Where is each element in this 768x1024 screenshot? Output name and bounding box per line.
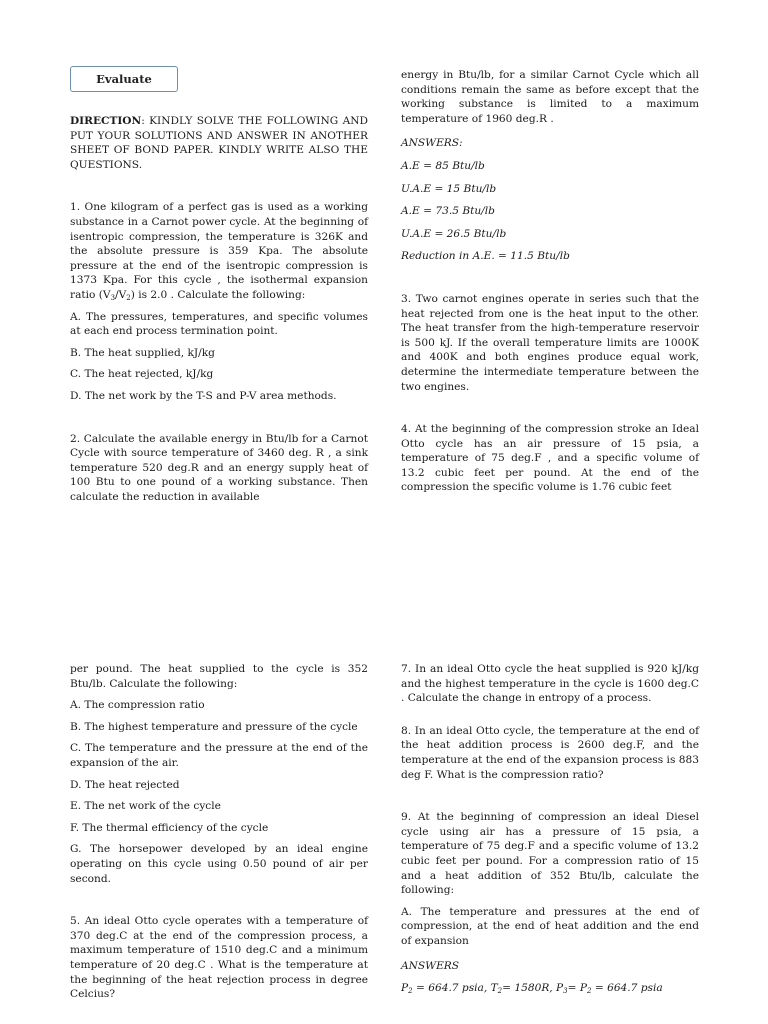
problem-2-continued: energy in Btu/lb, for a similar Carnot Cycle which all conditions remain the same as before except that the working substance is limited to a maximum temperature of 1960 deg.R . (401, 69, 699, 125)
problem-2-answer-3: A.E = 73.5 Btu/lb (401, 205, 495, 218)
problem-1-item-b: B. The heat supplied, kJ/kg (70, 346, 215, 359)
problem-8-text: 8. In an ideal Otto cycle, the temperature at the end of the heat addition process is 2600 deg.F, and the temperature at the end of the expansion process is 883 deg F. What is the compression ratio? (401, 724, 699, 781)
problem-9-answer-line: $P_2 = 664.7$ psia, $T_2= 1580R$, $P_3= P_2 = 664.7$ psia (401, 982, 663, 996)
problem-2-answer-2: U.A.E = 15 Btu/lb (401, 182, 497, 195)
problem-9-item-a: A. The temperature and pressures at the end of compression, at the end of heat addition and the end of expansion (401, 905, 699, 947)
problem-2-answers-label: ANSWERS: (401, 137, 463, 150)
problem-3-text: 3. Two carnot engines operate in series such that the heat rejected from one is the heat input to the other. The heat transfer from the high-temperature reservoir is 500 kJ. If the overall temperature limits are 1000K and 400K and both engines produce equal work, determine the intermediate temperature between the two engines. (401, 292, 699, 393)
problem-4-continued: per pound. The heat supplied to the cycle is 352 Btu/lb. Calculate the following: (70, 663, 368, 690)
problem-4-item-g: G. The horsepower developed by an ideal engine operating on this cycle using 0.50 pound of air per second. (70, 843, 368, 885)
problem-4-text: 4. At the beginning of the compression stroke an Ideal Otto cycle has an air pressure of 15 psia, a temperature of 75 deg.F , and a specific volume of 13.2 cubic feet per pound. At the end of the compression the specific volume is 1.76 cubic feet (401, 423, 699, 494)
column-bottom-right (401, 662, 699, 996)
column-bottom-left (70, 662, 368, 1002)
problem-4-item-f: F. The thermal efficiency of the cycle (70, 821, 269, 834)
direction-label: DIRECTION (70, 115, 142, 127)
problem-9-text: 9. At the beginning of compression an ideal Diesel cycle using air has a pressure of 15 psia, a temperature of 75 deg.F and a specific volume of 13.2 cubic feet per pound. For a compression ratio of 15 and a heat addition of 352 Btu/lb, calculate the following: (401, 811, 699, 897)
problem-2-answer-1: A.E = 85 Btu/lb (401, 159, 485, 172)
evaluate-label-box: Evaluate (70, 66, 178, 92)
problem-4-item-c: C. The temperature and the pressure at the end of the expansion of the air. (70, 742, 368, 769)
problem-9-answers-label: ANSWERS (401, 959, 460, 972)
problem-4-item-a: A. The compression ratio (70, 699, 205, 712)
problem-2-text: 2. Calculate the available energy in Btu/lb for a Carnot Cycle with source temperature of 3460 deg. R , a sink temperature 520 deg.R and an energy supply heat of 100 Btu to one pound of a working substance. Then calculate the reduction in available (70, 432, 368, 503)
problem-2-answer-4: U.A.E = 26.5 Btu/lb (401, 227, 507, 240)
problem-1-item-c: C. The heat rejected, kJ/kg (70, 368, 214, 381)
column-top-right (401, 68, 699, 495)
direction-text: : KINDLY SOLVE THE FOLLOWING AND PUT YOUR SOLUTIONS AND ANSWER IN ANOTHER SHEET OF BOND PAPER. KINDLY WRITE ALSO THE QUESTIONS. (70, 115, 368, 171)
problem-1-item-a: A. The pressures, temperatures, and specific volumes at each end process termination point. (70, 310, 368, 338)
problem-4-item-d: D. The heat rejected (70, 778, 180, 791)
problem-4-item-e: E. The net work of the cycle (70, 800, 221, 813)
direction-paragraph (70, 114, 368, 172)
problem-7-text: 7. In an ideal Otto cycle the heat supplied is 920 kJ/kg and the highest temperature in the cycle is 1600 deg.C . Calculate the change in entropy of a process. (401, 663, 699, 705)
column-top-left (70, 66, 368, 504)
problem-5-text: 5. An ideal Otto cycle operates with a temperature of 370 deg.C at the end of the compression process, a maximum temperature of 1510 deg.C and a minimum temperature of 20 deg.C . What is the temperature at the beginning of the heat rejection process in degree Celcius? (70, 915, 368, 1001)
problem-1-item-d: D. The net work by the T-S and P-V area methods. (70, 389, 337, 402)
problem-2-answer-5: Reduction in A.E. = 11.5 Btu/lb (401, 250, 570, 263)
problem-1-intro: 1. One kilogram of a perfect gas is used as a working substance in a Carnot power cycle. At the beginning of isentropic compression, the temperature is 326K and the absolute pressure is 359 Kpa. The absolute pressure at the end of the isentropic compression is 1373 Kpa. For this cycle , the isothermal expansion ratio $(V_3/V_2)$ is 2.0 . Calculate the following: (70, 201, 368, 302)
problem-4-item-b: B. The highest temperature and pressure of the cycle (70, 720, 358, 733)
